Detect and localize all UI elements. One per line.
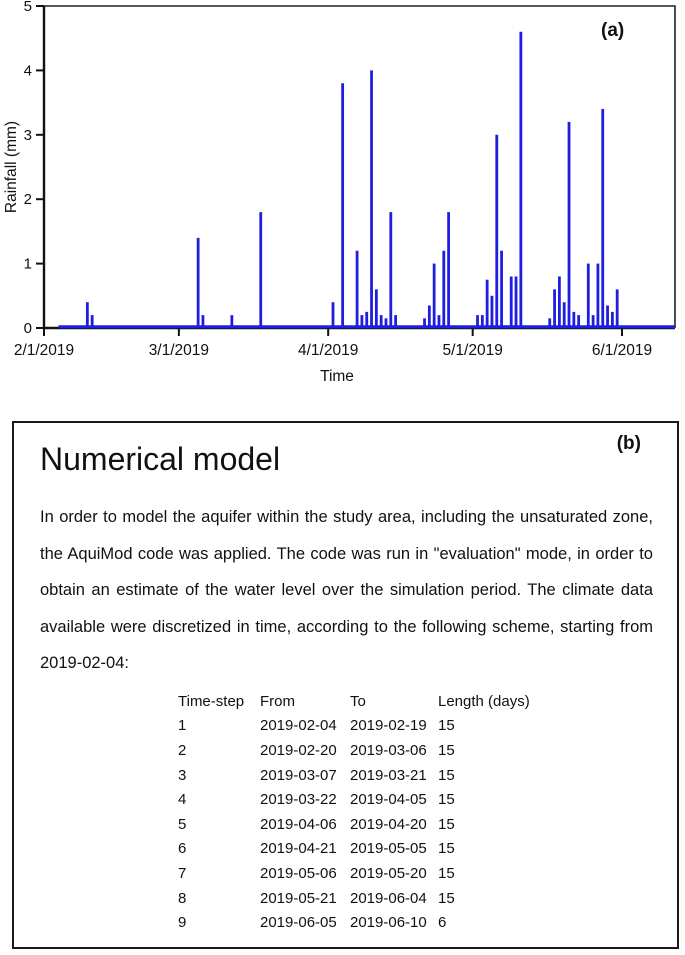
table-cell: 2019-06-10 xyxy=(350,914,427,932)
table-cell: 2019-05-20 xyxy=(350,864,427,882)
table-cell: 2019-05-05 xyxy=(350,840,427,858)
table-cell: 2019-06-04 xyxy=(350,889,427,907)
svg-text:4: 4 xyxy=(23,62,32,80)
table-cell: 2019-02-20 xyxy=(260,741,337,759)
table-cell: 15 xyxy=(438,889,455,907)
table-cell: 2019-02-19 xyxy=(350,717,427,735)
table-header-cell: Length (days) xyxy=(438,692,530,710)
rainfall-chart xyxy=(0,0,685,400)
table-cell: 2019-03-07 xyxy=(260,766,337,784)
paragraph-line: obtain an estimate of the water level over the simulation period. The climate data xyxy=(40,581,653,599)
table-cell: 2019-04-06 xyxy=(260,815,337,833)
table-cell: 1 xyxy=(178,717,187,735)
table-header-row xyxy=(178,689,542,714)
svg-text:1: 1 xyxy=(23,255,32,273)
table-cell: 15 xyxy=(438,791,455,809)
numerical-model-panel xyxy=(12,421,679,949)
timestep-table-body xyxy=(178,714,542,935)
panel-b-label: (b) xyxy=(616,433,641,454)
table-cell: 2019-03-06 xyxy=(350,741,427,759)
table-cell: 8 xyxy=(178,889,187,907)
svg-text:Time: Time xyxy=(320,368,354,385)
table-cell: 2019-05-21 xyxy=(260,889,337,907)
table-cell: 2019-02-04 xyxy=(260,717,337,735)
body-paragraph xyxy=(40,499,653,682)
table-cell: 2019-03-22 xyxy=(260,791,337,809)
paragraph-line: In order to model the aquifer within the study area, including the unsaturated zone, xyxy=(40,508,653,526)
timestep-table xyxy=(178,689,542,935)
rainfall-chart-canvas xyxy=(0,0,685,400)
table-row xyxy=(178,886,542,911)
table-cell: 6 xyxy=(178,840,187,858)
table-cell: 2 xyxy=(178,741,187,759)
table-row xyxy=(178,861,542,886)
table-cell: 3 xyxy=(178,766,187,784)
timestep-table-head xyxy=(178,689,542,714)
table-cell: 2019-04-05 xyxy=(350,791,427,809)
table-row xyxy=(178,837,542,862)
table-cell: 15 xyxy=(438,766,455,784)
table-cell: 6 xyxy=(438,914,447,932)
paragraph-line: 2019-02-04: xyxy=(40,654,129,672)
table-cell: 4 xyxy=(178,791,187,809)
table-cell: 15 xyxy=(438,864,455,882)
svg-text:2/1/2019: 2/1/2019 xyxy=(13,342,75,359)
table-cell: 15 xyxy=(438,717,455,735)
table-row xyxy=(178,787,542,812)
table-row xyxy=(178,738,542,763)
table-row xyxy=(178,910,542,935)
svg-text:4/1/2019: 4/1/2019 xyxy=(298,342,359,359)
paragraph-line: the AquiMod code was applied. The code was run in "evaluation" mode, in order to xyxy=(40,544,653,563)
table-cell: 2019-03-21 xyxy=(350,766,427,784)
svg-text:3/1/2019: 3/1/2019 xyxy=(148,342,210,359)
table-row xyxy=(178,714,542,739)
table-cell: 2019-05-06 xyxy=(260,864,337,882)
table-row xyxy=(178,763,542,788)
table-cell: 9 xyxy=(178,914,187,932)
table-cell: 5 xyxy=(178,815,187,833)
svg-text:Rainfall (mm): Rainfall (mm) xyxy=(3,120,20,214)
paragraph-line: available were discretized in time, according to the following scheme, starting from xyxy=(40,617,653,636)
svg-text:3: 3 xyxy=(23,126,32,144)
svg-text:5/1/2019: 5/1/2019 xyxy=(442,342,503,359)
table-row xyxy=(178,812,542,837)
table-cell: 15 xyxy=(438,840,455,858)
table-header-cell: From xyxy=(260,692,295,710)
table-cell: 7 xyxy=(178,864,187,882)
table-cell: 2019-04-21 xyxy=(260,840,337,858)
section-heading: Numerical model xyxy=(40,441,281,477)
svg-text:5: 5 xyxy=(23,0,32,15)
panel-a-label: (a) xyxy=(601,20,625,41)
table-cell: 2019-04-20 xyxy=(350,815,427,833)
table-cell: 15 xyxy=(438,741,455,759)
svg-text:6/1/2019: 6/1/2019 xyxy=(591,342,653,359)
table-cell: 2019-06-05 xyxy=(260,914,337,932)
table-cell: 15 xyxy=(438,815,455,833)
svg-text:0: 0 xyxy=(23,320,32,337)
table-header-cell: To xyxy=(350,692,366,710)
svg-text:2: 2 xyxy=(23,191,32,209)
table-header-cell: Time-step xyxy=(178,692,245,710)
